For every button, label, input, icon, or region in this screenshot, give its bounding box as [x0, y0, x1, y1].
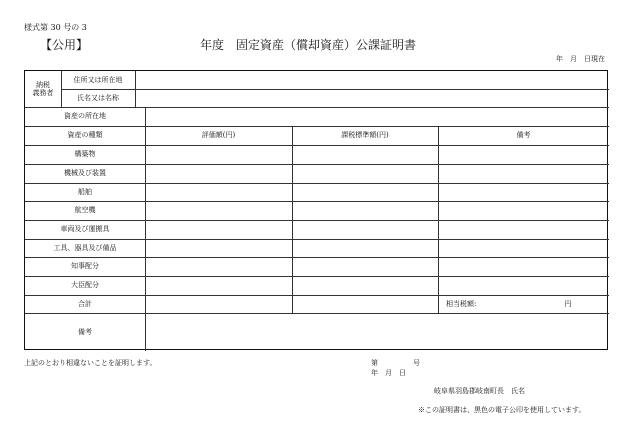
asset-type-machinery: 機械及び装置	[64, 169, 106, 178]
remarks-value	[145, 313, 609, 351]
asset-type-vehicles: 車両及び運搬具	[60, 225, 110, 234]
form-number: 様式第 30 号の 3	[24, 23, 87, 32]
certificate-table	[24, 70, 608, 350]
tax-amount-yen-unit: 円	[564, 299, 572, 308]
asset-type-governor-allocation: 知事配分	[71, 262, 99, 271]
name-label: 氏名又は名称	[77, 93, 119, 102]
remarks-label: 備考	[78, 327, 92, 336]
asset-location-label: 資産の所在地	[64, 112, 106, 121]
document-title: 年度 固定資産（償却資産）公課証明書	[200, 38, 417, 52]
rule-remarks-col	[438, 126, 439, 313]
col-header-remarks: 備考	[516, 131, 531, 140]
name-value	[135, 89, 609, 107]
document-kind-label: 【公用】	[40, 38, 89, 52]
asset-type-ships: 船舶	[78, 187, 92, 196]
col-header-asset-type: 資産の種類	[67, 131, 103, 140]
rule-valuation-col	[292, 126, 293, 313]
col-header-taxable-base: 課税標準額(円)	[341, 131, 389, 140]
electronic-seal-note: ※この証明書は、黒色の電子公印を使用しています。	[418, 406, 586, 414]
asset-type-structures: 構築物	[74, 150, 96, 159]
as-of-date: 年 月 日現在	[556, 55, 605, 63]
col-header-valuation: 評価額(円)	[201, 131, 236, 140]
asset-type-aircraft: 航空機	[74, 206, 96, 215]
taxpayer-label: 納税 義務者	[32, 80, 54, 97]
total-label: 合計	[78, 299, 92, 308]
certification-statement: 上記のとおり相違ないことを証明します。	[24, 359, 157, 367]
asset-location-value	[145, 107, 609, 126]
asset-type-tools: 工具、器具及び備品	[53, 243, 117, 252]
issue-date: 年 月 日	[371, 369, 406, 377]
address-value	[135, 71, 609, 89]
asset-type-minister-allocation: 大臣配分	[71, 281, 99, 290]
tax-amount-label: 相当税額:	[446, 299, 477, 308]
issuer-name: 岐阜県羽島郡岐南町長 氏名	[434, 387, 525, 395]
certificate-number: 第 号	[371, 359, 420, 367]
address-label: 住所又は所在地	[73, 75, 123, 84]
